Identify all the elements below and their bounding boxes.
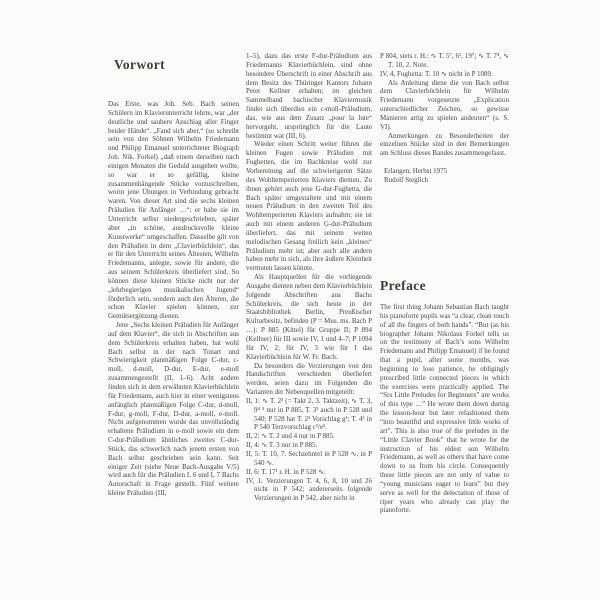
vorwort-column-3-notes <box>380 52 509 158</box>
paragraph: Jene „Sechs kleinen Präludien für Anfänger auf dem Klavier“, die sich in Abschriften aus dem Schülerkreis erhalten haben, hat wohl Bach selbst in der nach Tonart und Schwierigkeit planmäßigen Folge C-dur, c-moll, d-moll, D-dur, E-dur, e-moll zusammengestellt (II, 1–6). Acht andere finden sich in dem erwähnten Klavierbüchlein für Friedemann, auch hier in einer wenigstens anfänglich planmäßigen Folge C-dur, d-moll, F-dur, g-moll, F-dur, D-dur, a-moll, e-moll. Nicht aufgenommen wurde das unvollständig erhaltene Präludium in e-moll sowie ein dem C-dur-Präludium ähnliches zweites C-dur-Stück, das schwerlich nach jenem ersten von Bach selbst geschrieben sein kann. Seit einiger Zeit (siehe Neue Bach-Ausgabe V/5) wird auch für die Präludien I, 6 und I, 7 Bachs Autorschaft in Frage gestellt. Fünf weitere kleine Präludien (III, <box>108 321 239 498</box>
paragraph: Als Anleitung diene die von Bach selbst dem Clavierbüchlein für Wilhelm Friedemann vorgesetzte „Explication unterschiedlicher Zeichen, so gewisse Manieren artig zu spielen andeuten“ (s. S. VI). <box>380 78 509 131</box>
vorwort-column-2 <box>246 52 372 503</box>
signoff <box>384 167 447 185</box>
paragraph: The first thing Johann Sebastian Bach taught his pianoforte pupils was “a clear, clean touch of all the fingers of both hands”. “But (as his biographer Johann Nikolaus Forkel tells us on the testimony of Bach’s sons Wilhelm Friedemann and Philipp Emanuel) if he found that a pupil, after some months, was beginning to lose patience, he obligingly prescribed little connected pieces in which the exercises were practically applied. The “Six Little Preludes for Beginners” are works of this type …” He wrote them down during the lesson-hour but later refashioned them “into beautiful and expressive little works of art”. This is also true of the preludes in the “Little Clavier Book” that he wrote for the instruction of his eldest son Wilhelm Friedemann, as well as others that have come down to us from his circle. Consequently these little pieces are not only of value to “young musicians eager to learn” but they serve as well for the delectation of those of riper years who already can play the pianoforte. <box>380 303 509 515</box>
signoff-place-date: Erlangen, Herbst 1975 <box>384 167 448 175</box>
signoff-name: Rudolf Steglich <box>384 175 429 184</box>
paragraph: IV, 4, Fughetta: T. 10 ∿ nicht in P 1089. <box>380 69 493 78</box>
paragraph: II, 1: ∿ T. 2³ (= Takt 2, 3. Taktzeit), ∿ T. 3, 9⁴ ⁵ nur in P 885, T. 3¹ auch in P 528 und 540; P 528 hat T. 2³ Vorschlag g¹; T. 4³ in P 540 Terzvorschlag c²/e². <box>246 396 372 432</box>
paragraph: Wieder einen Schritt weiter führen die kleinen Fugen sowie Präludien mit Fughetten, die im Bachkreise wohl zur Vorbereitung auf die schwierigeren Sätze des Wohltemperierten Klaviers dienten. Zu ihnen gehört auch jene G-dur-Fughetta, die Bach später umgestaltete und mit einem neuen Präludium in den zweiten Teil des Wohltemperierten Klaviers aufnahm; sie ist auch mit einem anderen G-dur-Präludium überliefert, das mit seinem weiten melodischen Gesang freilich kein „kleines“ Präludium mehr ist; aber auch alle andern haben mehr in sich, als ihre äußere Kleinheit vermuten lassen könnte. <box>246 140 372 273</box>
paragraph: Als Hauptquellen für die vorliegende Ausgabe dienten neben dem Klavierbüchlein folgende Abschriften aus Bachs Schülerkreis, die sich heute in der Staatsbibliothek Berlin, Preußischer Kulturbesitz, befinden (P = Mus. ms. Bach P …): P 885 (Kittel) für Gruppe II; P 894 (Kellner) für III sowie IV, 1 und 4–7; P 1094 für IV, 2; für IV, 3 wie für I das Klavierbüchlein für W. Fr. Bach. <box>246 273 372 361</box>
paragraph: II, 4: ∿ T. 3 nur in P 885. <box>246 441 318 450</box>
paragraph: IV, 1: Verzierungen T. 4, 6, 8, 10 und 26 nicht in P 542; andererseits folgende Verzierungen in P 542, aber nicht in <box>246 476 372 503</box>
paragraph: Anmerkungen zu Besonderheiten der einzelnen Stücke sind in den Bemerkungen am Schluss dieses Bandes zusammengefasst. <box>380 131 509 158</box>
paragraph: P 804, stets r. H.: ∿ T. 5⁷, 6¹, 19⁷; ∿ T. 7⁴, ∿ T. 10, 2. Note. <box>380 52 509 69</box>
paragraph: 1–5), dazu das erste F-dur-Präludium aus Friedemanns Klavierbüchlein, sind ohne besondere Überschrift in einer Abschrift aus dem Besitz des Thüringer Kantors Johann Peter Kellner erhalten; im gleichen Sammelband bachischer Klaviermusik findet sich überdies ein c-moll-Präludium, das, wie aus dem Zusatz „pour la lute“ hervorgeht, ursprünglich für die Laute bestimmt war (III, 6). <box>246 52 372 140</box>
paragraph: II, 2: ∿ T. 2 und 4 nur in P 885. <box>246 432 335 441</box>
preface-column <box>380 303 509 515</box>
vorwort-column-1 <box>108 100 239 498</box>
paragraph: II, 5: T. 10, 7. Sechzehntel in P 528 ∿, in P 540 ∿. <box>246 449 372 467</box>
paragraph: Da besonders die Verzierungen von den Handschriften verschieden überliefert werden, seien dazu im Folgenden die Varianten der Nebenquellen mitgeteilt: <box>246 361 372 397</box>
paragraph: II, 6: T. 17¹ r. H. in P 528 ∿. <box>246 467 326 476</box>
vorwort-heading: Vorwort <box>114 57 166 72</box>
preface-heading: Preface <box>380 278 427 293</box>
paragraph: Das Erste, was Joh. Seb. Bach seinen Schülern im Klavierunterricht lehrte, war „der deutliche und saubere Anschlag aller Finger beider Hände“. „Fand sich aber,“ (so schreibt sein von den Söhnen Wilhelm Friedemann und Philipp Emanuel unterrichteter Biograph Joh. Nik. Forkel) „daß einem derselben nach einigen Monaten die Geduld ausgehen wollte, so war er so gefällig, kleine zusammenhängende Stücke vorzuschreiben, worin jene Übungen in Verbindung gebracht waren. Von dieser Art sind die sechs kleinen Präludien für Anfänger …“; er habe sie im Unterricht selbst niedergeschrieben, später aber „in schöne, ausdrucksvolle kleine Kunstwerke“ umgeschaffen. Dasselbe gilt von den Präludien in dem „Clavierbüchlein“, das er für den Unterricht seines Ältesten, Wilhelm Friedemanns, anlegte, sowie für andere, die aus seinem Schülerkreis überliefert sind. So können diese kleinen Stücke nicht nur der „lehrbegierigen musikalischen Jugend“ förderlich sein, sondern auch den Älteren, die schon Klavier spielen können, zur Gemütsergötzung dienen. <box>108 100 239 321</box>
